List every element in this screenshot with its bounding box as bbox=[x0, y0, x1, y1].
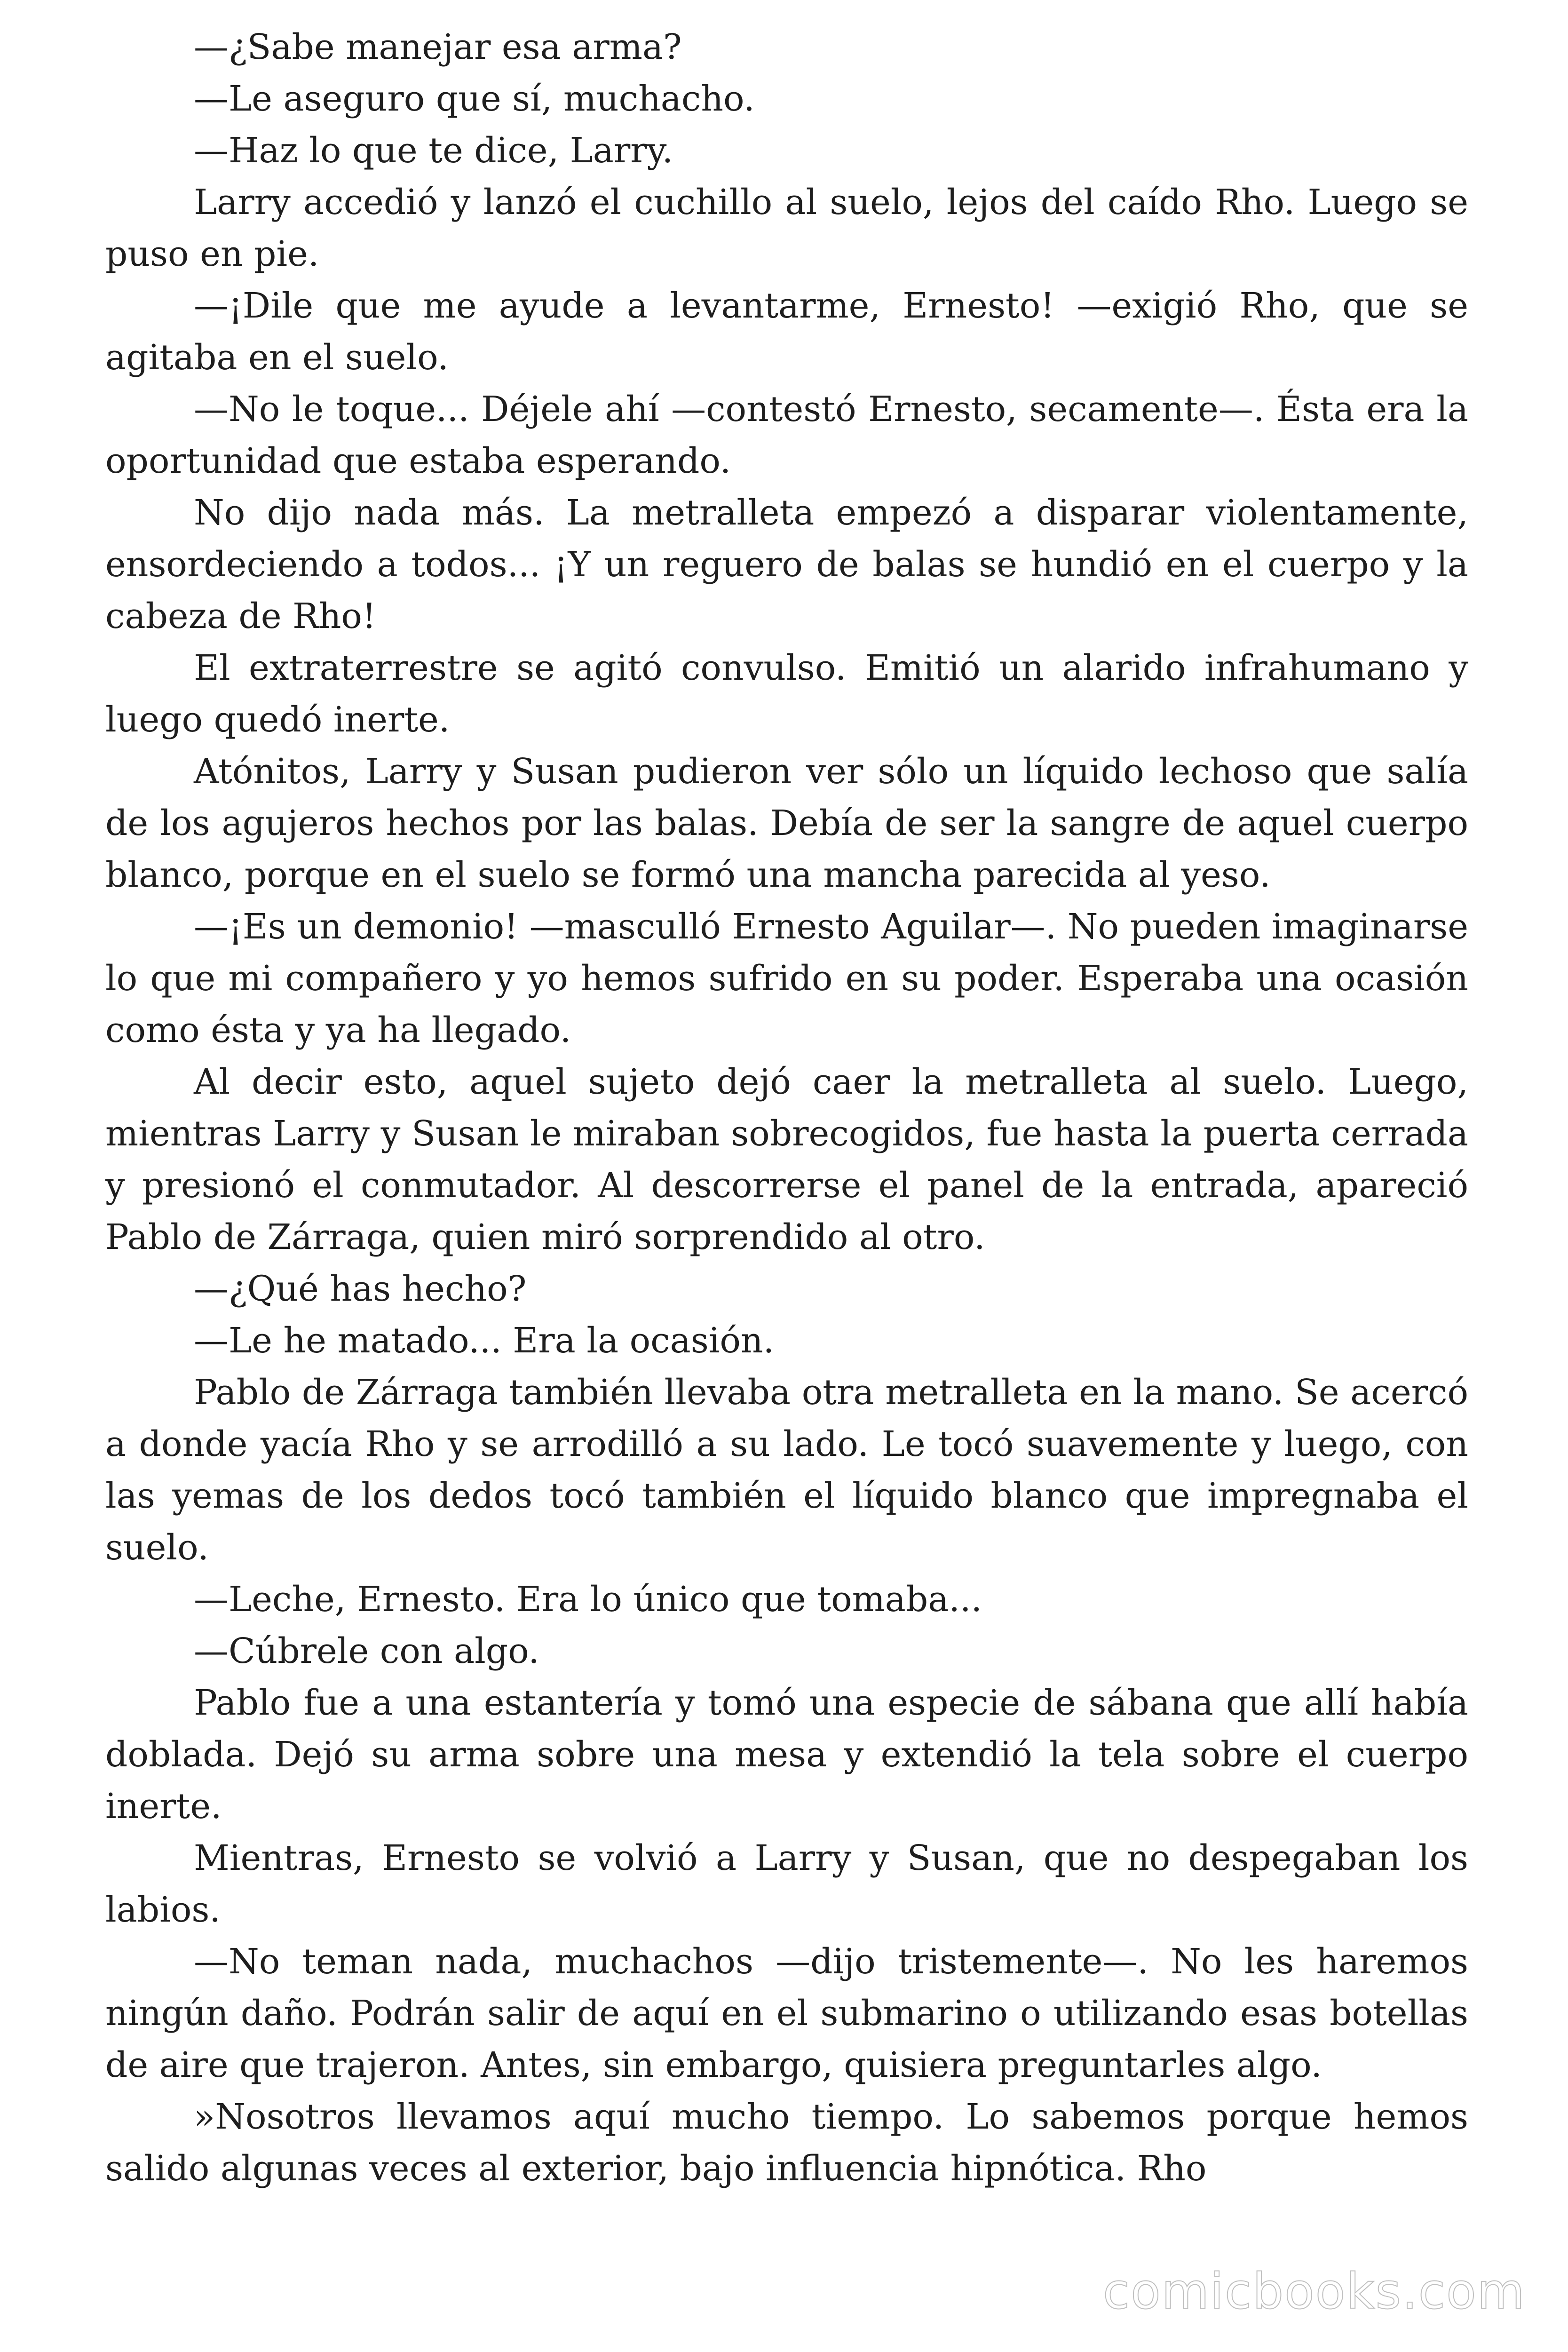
book-page bbox=[105, 21, 1468, 2194]
watermark: comicbooks.com bbox=[1102, 2263, 1526, 2320]
paragraph: Larry accedió y lanzó el cuchillo al suelo, lejos del caído Rho. Luego se puso en pie. bbox=[105, 182, 1468, 274]
paragraph: —No teman nada, muchachos —dijo tristemente—. No les haremos ningún daño. Podrán salir de aquí en el submarino o utilizando esas botellas de aire que trajeron. Antes, sin embargo, quisiera preguntarles algo. bbox=[105, 1941, 1468, 2085]
paragraph: Al decir esto, aquel sujeto dejó caer la metralleta al suelo. Luego, mientras Larry y Susan le miraban sobrecogidos, fue hasta la puerta cerrada y presionó el conmutador. Al descorrerse el panel de la entrada, apareció Pablo de Zárraga, quien miró sorprendido al otro. bbox=[105, 1062, 1468, 1257]
paragraph: —No le toque... Déjele ahí —contestó Ernesto, secamente—. Ésta era la oportunidad que estaba esperando. bbox=[105, 389, 1468, 481]
paragraph: Pablo de Zárraga también llevaba otra metralleta en la mano. Se acercó a donde yacía Rho y se arrodilló a su lado. Le tocó suavemente y luego, con las yemas de los dedos tocó también el líquido blanco que impregnaba el suelo. bbox=[105, 1372, 1468, 1568]
paragraph: —Le he matado... Era la ocasión. bbox=[194, 1320, 775, 1361]
paragraph: —Haz lo que te dice, Larry. bbox=[194, 130, 673, 171]
paragraph: —¡Dile que me ayude a levantarme, Ernesto! —exigió Rho, que se agitaba en el suelo. bbox=[105, 286, 1468, 378]
paragraph: No dijo nada más. La metralleta empezó a disparar violentamente, ensordeciendo a todos... ¡Y un reguero de balas se hundió en el cuerpo y la cabeza de Rho! bbox=[105, 493, 1468, 636]
paragraph: —Cúbrele con algo. bbox=[194, 1631, 539, 1671]
paragraph: —Le aseguro que sí, muchacho. bbox=[194, 79, 755, 119]
paragraph: Mientras, Ernesto se volvió a Larry y Susan, que no despegaban los labios. bbox=[105, 1838, 1468, 1930]
paragraph: —¿Qué has hecho? bbox=[194, 1269, 527, 1309]
paragraph: El extraterrestre se agitó convulso. Emitió un alarido infrahumano y luego quedó inerte. bbox=[105, 648, 1468, 740]
paragraph: »Nosotros llevamos aquí mucho tiempo. Lo sabemos porque hemos salido algunas veces al exterior, bajo influencia hipnótica. Rho bbox=[105, 2097, 1468, 2189]
paragraph: —¿Sabe manejar esa arma? bbox=[194, 27, 682, 67]
paragraph: —Leche, Ernesto. Era lo único que tomaba... bbox=[194, 1579, 982, 1620]
paragraph: —¡Es un demonio! —masculló Ernesto Aguilar—. No pueden imaginarse lo que mi compañero y yo hemos sufrido en su poder. Esperaba una ocasión como ésta y ya ha llegado. bbox=[105, 906, 1468, 1050]
paragraph: Pablo fue a una estantería y tomó una especie de sábana que allí había doblada. Dejó su arma sobre una mesa y extendió la tela sobre el cuerpo inerte. bbox=[105, 1683, 1468, 1827]
paragraph: Atónitos, Larry y Susan pudieron ver sólo un líquido lechoso que salía de los agujeros hechos por las balas. Debía de ser la sangre de aquel cuerpo blanco, porque en el suelo se formó una mancha parecida al yeso. bbox=[105, 751, 1468, 895]
